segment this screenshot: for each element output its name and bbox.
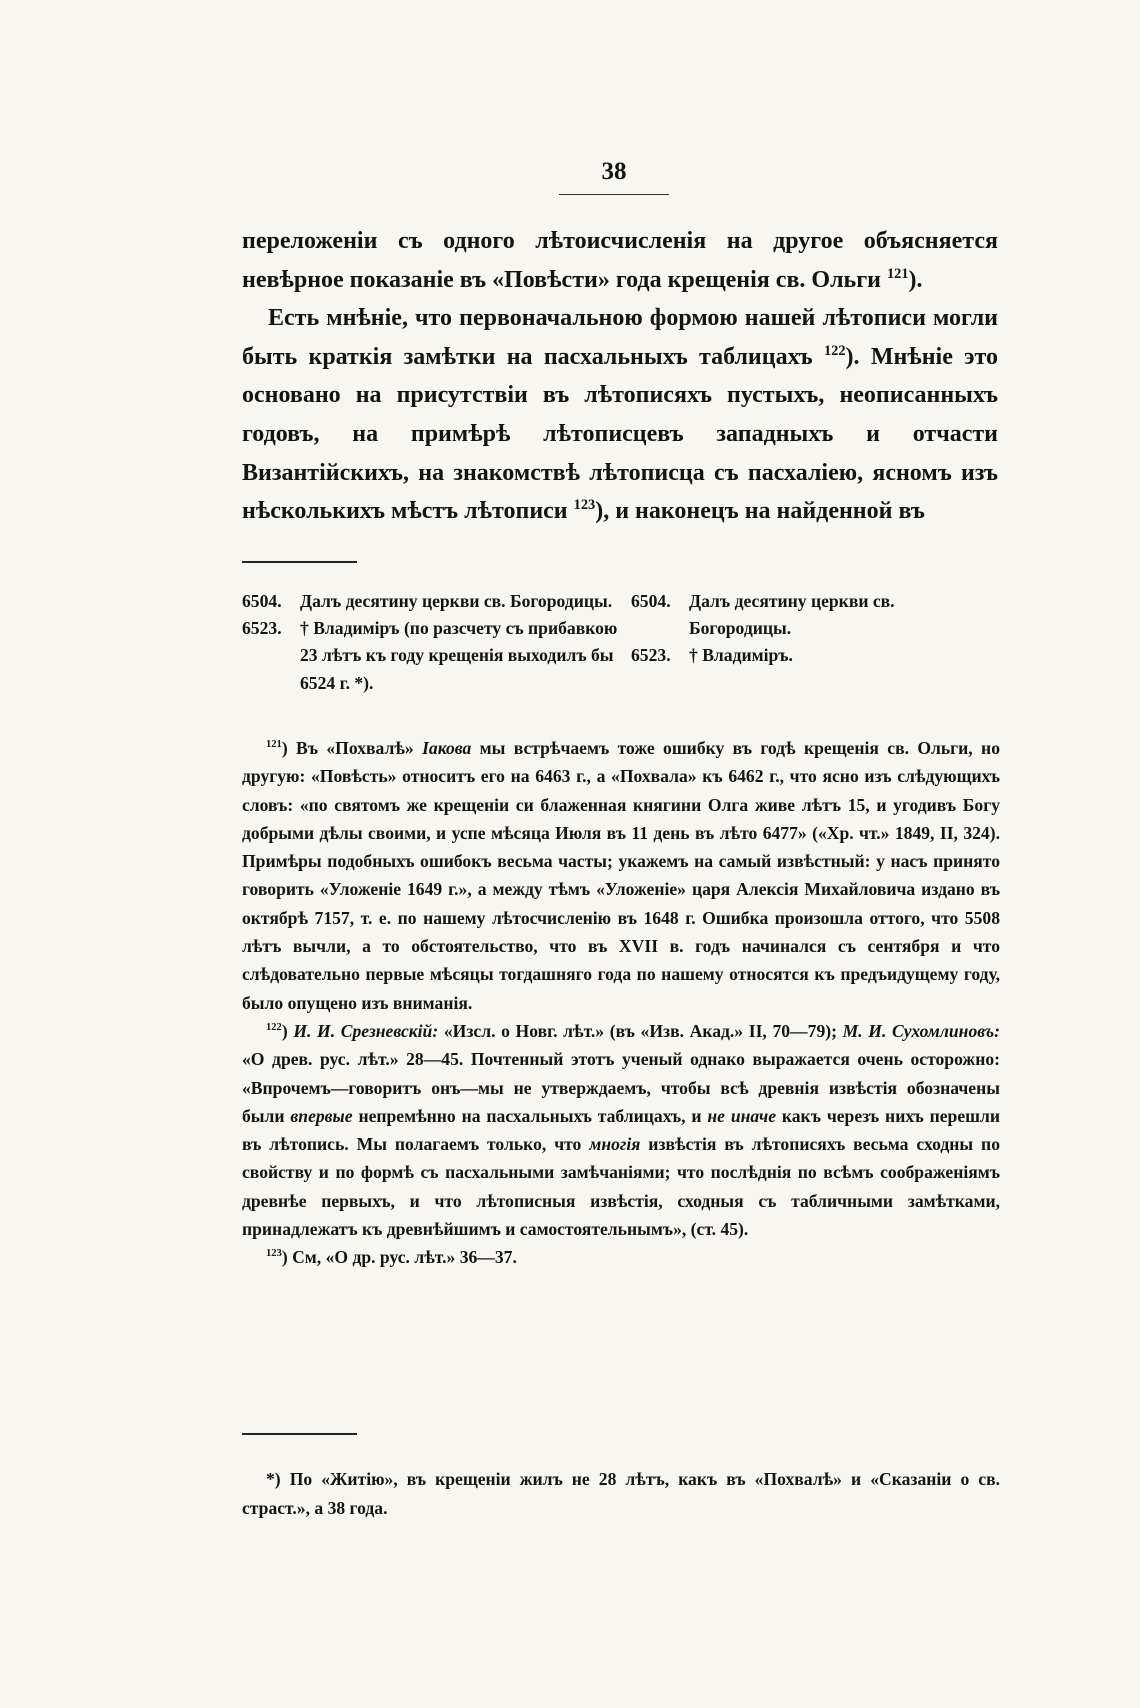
paragraph-2-text-b: ). Мнѣніе это основано на присутствіи въ лѣтописяхъ пустыхъ, неописанныхъ годовъ, на примѣрѣ лѣтописцевъ западныхъ и отчасти Византійскихъ, на знакомствѣ лѣтописца съ пасхаліею, ясномъ изъ нѣсколькихъ мѣстъ лѣтописи <box>242 343 998 525</box>
paragraph-1 <box>242 222 998 299</box>
footnote-text: извѣстія въ лѣтописяхъ весьма сходны по свойству и по формѣ съ пасхальными замѣчаніями; что послѣднія по всѣмъ соображеніямъ древнѣе первыхъ, и что лѣтописныя извѣстія, сходныя съ табличными замѣтками, принадлежатъ къ древнѣйшимъ и самостоятельнымъ», (ст. 45). <box>242 1134 1000 1240</box>
footnote-ref-123: 123 <box>573 497 596 514</box>
footnote-number: 121 <box>266 739 282 751</box>
footnote-121 <box>242 734 1000 1017</box>
comparison-entry <box>242 588 620 615</box>
comparison-right-column <box>631 588 1001 670</box>
paragraph-2 <box>242 299 998 531</box>
entry-text: Далъ десятину церкви св. Богородицы. <box>689 591 895 639</box>
footnote-number: 122 <box>266 1022 282 1034</box>
footnote-text: «Изсл. о Новг. лѣт.» (въ «Изв. Акад.» II, 70—79); <box>438 1020 843 1041</box>
page-number: 38 <box>601 158 627 185</box>
footnotes <box>242 734 1000 1272</box>
footnote-ref-122: 122 <box>823 342 846 359</box>
footnote-author: М. И. Сухомлиновъ: <box>842 1020 1000 1041</box>
footnote-text: ) См, «О др. рус. лѣт.» 36—37. <box>281 1247 517 1268</box>
star-footnote-text: *) По «Житію», въ крещеніи жилъ не 28 лѣтъ, какъ въ «Похвалѣ» и «Сказаніи о св. страст.», а 38 года. <box>242 1469 1000 1518</box>
entry-year: 6523. <box>631 645 671 666</box>
footnote-author: Іакова <box>422 738 472 758</box>
entry-year: 6523. <box>242 618 282 639</box>
entry-year: 6504. <box>242 591 282 611</box>
footnote-separator <box>242 1433 357 1435</box>
footnote-text: ) <box>281 1020 294 1041</box>
page-number-rule <box>559 194 669 195</box>
paragraph-1-text: переложеніи съ одного лѣтоисчисленія на другое объясняется невѣрное показаніе въ «Повѣсти» года крещенія св. Ольги <box>242 228 998 293</box>
footnote-123 <box>242 1243 1000 1271</box>
star-footnote <box>242 1465 1000 1522</box>
footnote-emphasis: не иначе <box>707 1105 777 1126</box>
footnote-ref-121: 121 <box>886 265 909 282</box>
footnote-text: какъ черезъ нихъ перешли въ лѣтопись. Мы полагаемъ только, что <box>242 1105 1000 1155</box>
comparison-entry <box>631 642 1001 669</box>
entry-text: Далъ десятину церкви св. Богородицы. <box>300 591 613 611</box>
footnote-emphasis: многія <box>589 1134 641 1155</box>
paragraph-2-text-c: ), и наконецъ на найденной въ <box>595 498 925 525</box>
entry-text: † Владиміръ (по разсчету съ прибавкою 23 лѣтъ къ году крещенія выходилъ бы 6524 г. *). <box>300 618 618 693</box>
footnote-number: 123 <box>266 1248 282 1260</box>
paragraph-1-tail: ). <box>908 266 923 293</box>
paragraph-2-text-a: Есть мнѣніе, что первоначальною формою нашей лѣтописи могли быть краткія замѣтки на пасхальныхъ таблицахъ <box>242 305 998 370</box>
footnote-emphasis: впервые <box>290 1105 353 1126</box>
footnote-text: непремѣнно на пасхальныхъ таблицахъ, и <box>352 1105 708 1126</box>
entry-year: 6504. <box>631 591 671 611</box>
comparison-entry <box>631 588 1001 642</box>
footnote-separator <box>242 561 357 563</box>
entry-text: † Владиміръ. <box>689 645 793 666</box>
footnote-text: мы встрѣчаемъ тоже ошибку въ годѣ крещенія св. Ольги, но другую: «Повѣсть» относитъ его на 6463 г., а «Похвала» къ 6462 г., что ясно изъ слѣдующихъ словъ: «по святомъ же крещеніи си блаженная княгини Олга живе лѣтъ 15, и угодивъ Богу добрыми дѣлы своими, и успе мѣсяца Июля въ 11 день въ лѣто 6477» («Хр. чт.» 1849, II, 324). Примѣры подобныхъ ошибокъ весьма часты; укажемъ на самый извѣстный: у насъ принято говорить «Уложеніе 1649 г.», а между тѣмъ «Уложеніе» царя Алексія Михайловича издано въ октябрѣ 7157, т. е. по нашему лѣтосчисленію въ 1648 г. Ошибка произошла оттого, что 5508 лѣтъ вычли, а то обстоятельство, что въ XVII в. годъ начинался съ сентября и что слѣдовательно первые мѣсяцы тогдашняго года по нашему относятся къ предъидущему году, было опущено изъ вниманія. <box>242 738 1000 1013</box>
comparison-left-column <box>242 588 620 697</box>
footnote-122 <box>242 1017 1000 1243</box>
main-text <box>242 222 998 531</box>
footnote-text: «О древ. рус. лѣт.» 28—45. Почтенный этотъ ученый однако выражается очень осторожно: «Впрочемъ—говоритъ онъ—мы не утверждаемъ, чтобы всѣ древнія извѣстія обозначены были <box>242 1049 1000 1126</box>
comparison-entry <box>242 615 620 697</box>
footnote-text: ) Въ «Похвалѣ» <box>281 738 423 758</box>
footnote-author: И. И. Срезневскій: <box>293 1020 439 1041</box>
